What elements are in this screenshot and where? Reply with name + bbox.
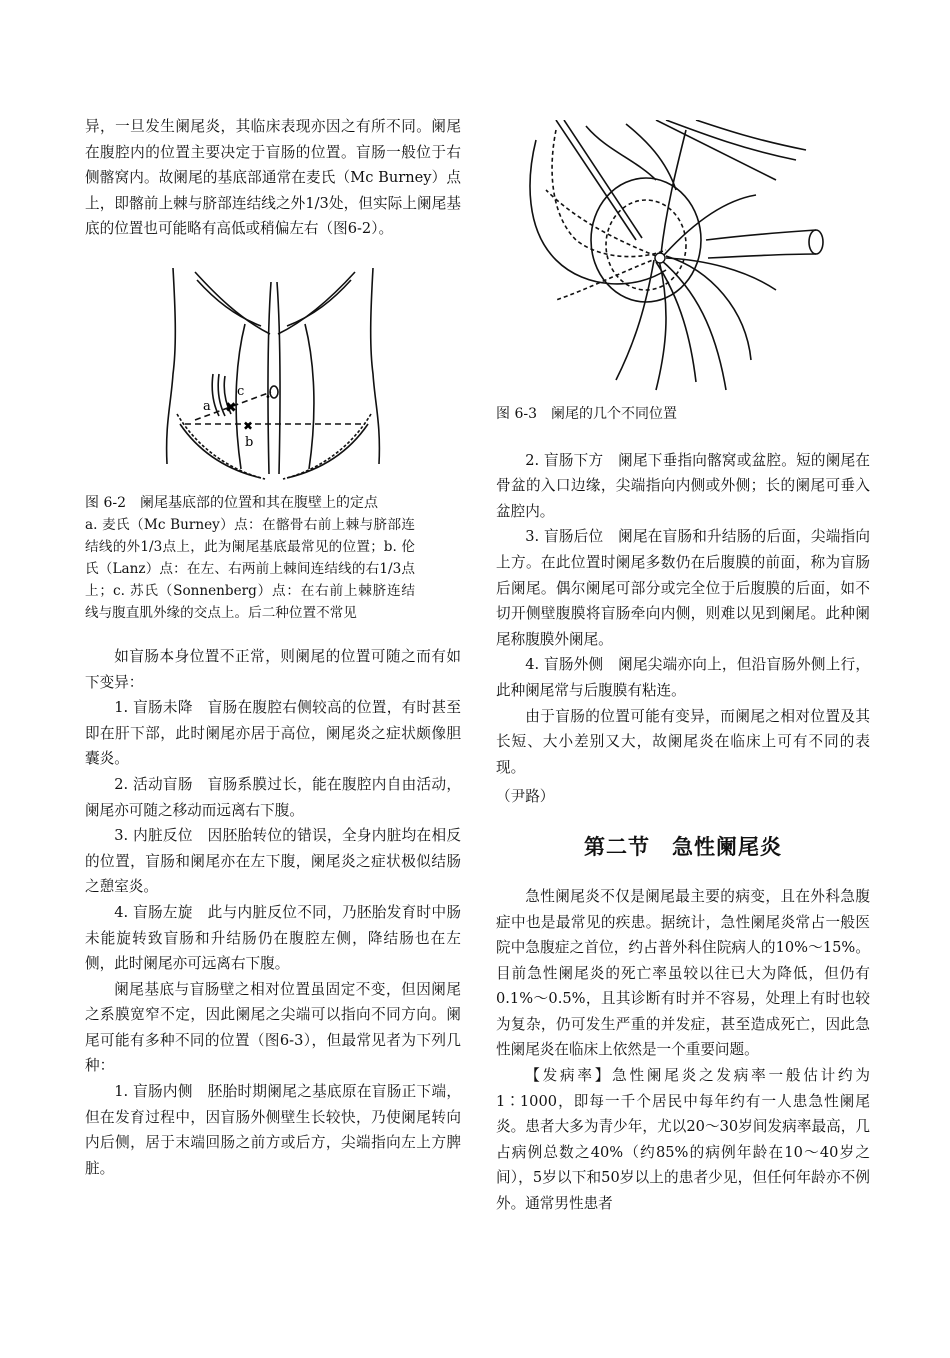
torso-right-outline (371, 268, 380, 464)
abdomen-diagram (85, 264, 461, 486)
author: （尹路） (496, 788, 555, 806)
position-1: 1. 盲肠内侧 胚胎时期阑尾之基底原在盲肠正下端，但在发育过程中，因盲肠外侧壁生长较快，乃使阑尾转向内后侧，居于末端回肠之前方或后方，尖端指向左上方脾脏。 (85, 1083, 461, 1177)
summary-paragraph: 由于盲肠的位置可能有变异，而阑尾之相对位置及其长短、大小差别又大，故阑尾炎在临床上可有不同的表现。 (496, 707, 870, 776)
intro-paragraph: 异，一旦发生阑尾炎，其临床表现亦因之有所不同。阑尾在腹腔内的位置主要决定于盲肠的位置。盲肠一般位于右侧髂窝内。故阑尾的基底部通常在麦氏（Mc Burney）点上，即髂前上棘与脐部连结线之外1/3处，但实际上阑尾基底的位置也可能略有高低或稍偏左右（图6-2）。 (85, 118, 461, 238)
svg-text:•: • (265, 391, 271, 403)
figure-6-2 (85, 264, 461, 486)
appendix-base-paragraph: 阑尾基底与盲肠壁之相对位置虽固定不变，但因阑尾之系膜宽窄不定，因此阑尾之尖端可以指向不同方向。阑尾可能有多种不同的位置（图6-3），但最常见者为下列几种： (85, 980, 461, 1075)
torso-left-outline (167, 268, 176, 464)
svg-text:✖: ✖ (225, 399, 237, 416)
label-b: b (245, 434, 254, 450)
figure-6-2-caption-title: 图 6-2 阑尾基底部的位置和其在腹壁上的定点 (85, 494, 378, 511)
figure-6-3-caption: 图 6-3 阑尾的几个不同位置 (496, 406, 677, 422)
position-4: 4. 盲肠外侧 阑尾尖端亦向上，但沿盲肠外侧上行，此种阑尾常与后腹膜有粘连。 (496, 656, 870, 699)
variation-intro: 如盲肠本身位置不正常，则阑尾的位置可随之而有如下变异： (85, 647, 461, 691)
left-column (85, 114, 461, 1181)
label-c: c (237, 383, 245, 399)
figure-6-3 (496, 120, 870, 402)
variation-item-2: 2. 活动盲肠 盲肠系膜过长，能在腹腔内自由活动，阑尾亦可随之移动而远离右下腹。 (85, 775, 461, 819)
appendix-positions-diagram (496, 120, 870, 402)
section-title: 第二节 急性阑尾炎 (584, 833, 782, 859)
position-3: 3. 盲肠后位 阑尾在盲肠和升结肠的后面，尖端指向上方。在此位置时阑尾多数仍在后腹膜的前面，称为盲肠后阑尾。偶尔阑尾可部分或完全位于后腹膜的后面，如不切开侧壁腹膜将盲肠牵向内侧，则难以见到阑尾。此种阑尾称腹膜外阑尾。 (496, 528, 870, 648)
position-2: 2. 盲肠下方 阑尾下垂指向髂窝或盆腔。短的阑尾在骨盆的入口边缘，尖端指向内侧或外侧；长的阑尾可垂入盆腔内。 (496, 451, 870, 520)
variation-item-4: 4. 盲肠左旋 此与内脏反位不同，乃胚胎发育时中肠未能旋转致盲肠和升结肠仍在腹腔左侧，降结肠也在左侧，此时阑尾亦可远离右下腹。 (85, 903, 461, 973)
label-a: a (203, 398, 211, 414)
incidence-paragraph: 【发病率】急性阑尾炎之发病率一般估计约为1∶1000，即每一千个居民中每年约有一人患急性阑尾炎。患者大多为青少年，尤以20～30岁间发病率最高，几占病例总数之40%（约85%的病例年龄在10～40岁之间），5岁以下和50岁以上的患者少见，但任何年龄亦不例外。通常男性患者 (496, 1067, 870, 1213)
figure-6-2-caption-body: a. 麦氏（Mc Burney）点：在髂骨右前上棘与脐部连结线的外1/3点上，此为阑尾基底最常见的位置；b. 伦氏（Lanz）点：在左、右两前上棘间连结线的右1/3点上；c. 苏氏（Sonnenberg）点：在右前上棘脐连结线与腹直肌外缘的交点上。后二种位置不常见 (85, 516, 415, 621)
variation-item-3: 3. 内脏反位 因胚胎转位的错误，全身内脏均在相反的位置，盲肠和阑尾亦在左下腹，阑尾炎之症状极似结肠之憩室炎。 (85, 827, 461, 896)
svg-text:✖: ✖ (243, 418, 254, 433)
acute-appendicitis-paragraph: 急性阑尾炎不仅是阑尾最主要的病变，且在外科急腹症中也是最常见的疾患。据统计，急性阑尾炎常占一般医院中急腹症之首位，约占普外科住院病人的10%～15%。目前急性阑尾炎的死亡率虽较以往已大为降低，但仍有0.1%～0.5%，且其诊断有时并不容易，处理上有时也较为复杂，仍可发生严重的并发症，甚至造成死亡，因此急性阑尾炎在临床上依然是一个重要问题。 (496, 887, 870, 1059)
right-column (496, 120, 870, 1217)
variation-item-1: 1. 盲肠未降 盲肠在腹腔右侧较高的位置，有时甚至即在肝下部，此时阑尾亦居于高位，阑尾炎之症状颇像胆囊炎。 (85, 699, 461, 768)
